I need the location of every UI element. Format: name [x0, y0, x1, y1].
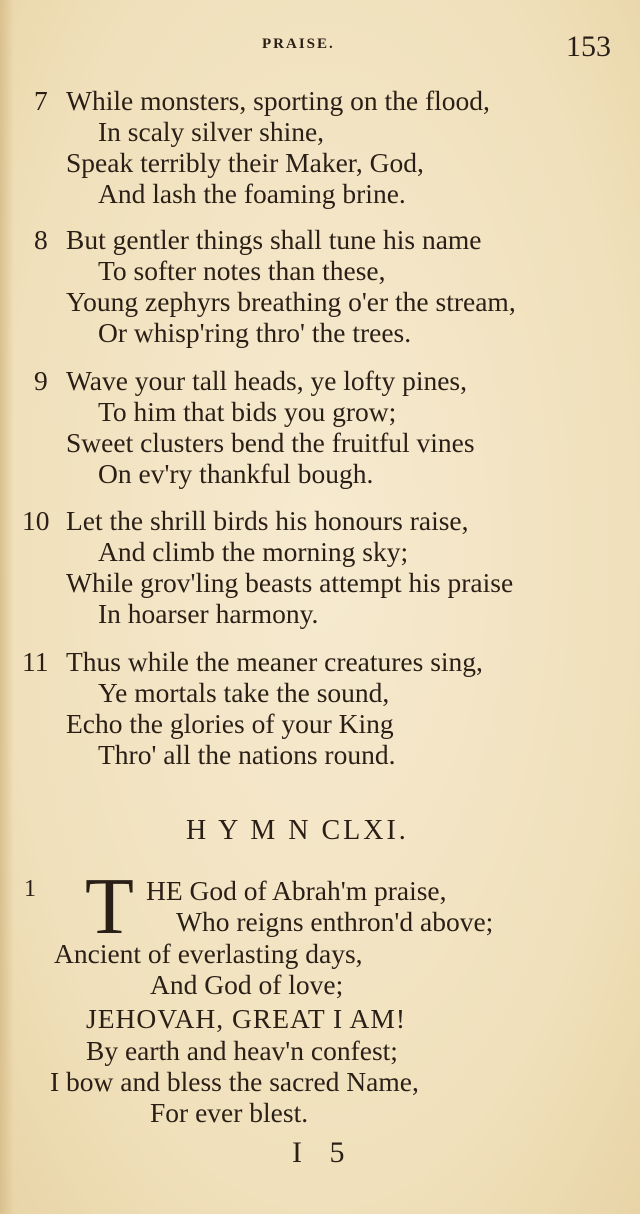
verse-line: Speak terribly their Maker, God,: [66, 147, 424, 178]
verse-line: JEHOVAH, GREAT I AM!: [86, 1003, 406, 1034]
verse-line: Let the shrill birds his honours raise,: [66, 505, 469, 536]
verse-line: In scaly silver shine,: [98, 116, 325, 147]
verse-line: To softer notes than these,: [98, 255, 386, 286]
verse-line: While grov'ling beasts attempt his praise: [66, 567, 514, 598]
verse-line: Thro' all the nations round.: [98, 739, 396, 770]
hymn-title: H Y M N CLXI.: [186, 815, 409, 846]
stanza-number: 8: [34, 224, 48, 255]
verse-line: HE God of Abrah'm praise,: [146, 875, 447, 906]
signature-mark: I 5: [292, 1136, 355, 1169]
running-title: PRAISE.: [262, 36, 335, 52]
verse-line: I bow and bless the sacred Name,: [50, 1066, 419, 1097]
drop-cap: T: [85, 863, 134, 951]
verse-line: And God of love;: [150, 969, 344, 1000]
verse-line: On ev'ry thankful bough.: [98, 458, 374, 489]
verse-line: Ye mortals take the sound,: [98, 677, 390, 708]
verse-line: To him that bids you grow;: [98, 396, 397, 427]
page-edge-shadow: [0, 0, 14, 1214]
verse-line: Or whisp'ring thro' the trees.: [98, 317, 412, 348]
stanza-number: 10: [22, 505, 50, 536]
verse-line: Young zephyrs breathing o'er the stream,: [66, 286, 516, 317]
verse-line: While monsters, sporting on the flood,: [66, 85, 490, 116]
verse-line: By earth and heav'n confest;: [86, 1035, 398, 1066]
verse-line: Wave your tall heads, ye lofty pines,: [66, 365, 468, 396]
verse-line: Ancient of everlasting days,: [54, 938, 363, 969]
stanza-number: 7: [34, 85, 48, 116]
verse-line: But gentler things shall tune his name: [66, 224, 482, 255]
verse-line: Thus while the meaner creatures sing,: [66, 646, 483, 677]
running-head: [0, 30, 640, 63]
stanza-number: 9: [34, 365, 48, 396]
verse-line: In hoarser harmony.: [98, 598, 319, 629]
verse-line: And climb the morning sky;: [98, 536, 409, 567]
verse-line: Who reigns enthron'd above;: [176, 906, 494, 937]
verse-line: Echo the glories of your King: [66, 708, 394, 739]
verse-line: Sweet clusters bend the fruitful vines: [66, 427, 475, 458]
verse-line: For ever blest.: [150, 1097, 309, 1128]
stanza-number: 11: [22, 646, 49, 677]
verse-line: And lash the foaming brine.: [98, 178, 406, 209]
page-number: 153: [566, 30, 611, 63]
stanza-number: 1: [24, 876, 36, 902]
